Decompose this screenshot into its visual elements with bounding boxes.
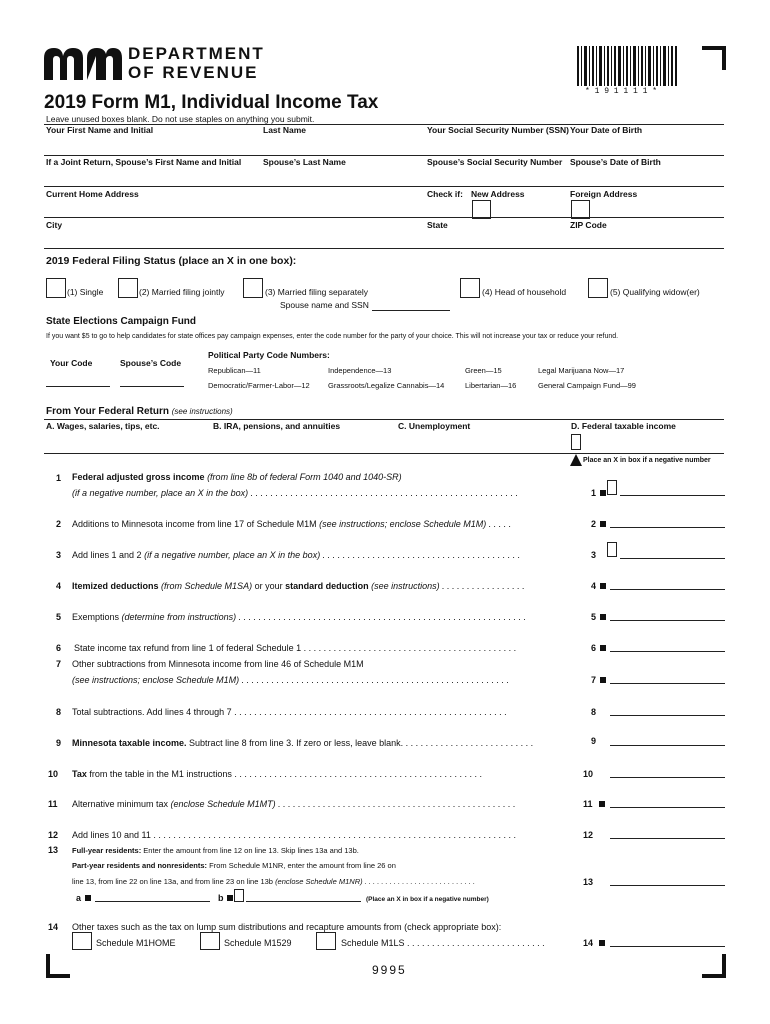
- line-11-field[interactable]: [610, 807, 725, 808]
- spouse-row-line[interactable]: [44, 186, 724, 187]
- spouse-last-name-label: Spouse’s Last Name: [263, 157, 346, 167]
- line-3-note: (if a negative number, place an X in the box) . . . . . . . . . . . . . . . . . . . . . . . . . . . . . . . . . . . . . . . .: [144, 550, 521, 560]
- line-12-field[interactable]: [610, 838, 725, 839]
- line-9-title: Minnesota taxable income.: [72, 738, 187, 748]
- line-3-negative-checkbox[interactable]: [607, 542, 617, 557]
- line-5-text: [72, 612, 577, 622]
- filing-status-heading: 2019 Federal Filing Status (place an X in one box):: [46, 255, 297, 267]
- schedule-m1529-checkbox[interactable]: [200, 932, 220, 950]
- line-2-title: Additions to Minnesota income from line 17 of Schedule M1M: [72, 519, 317, 529]
- line-6-text: State income tax refund from line 1 of federal Schedule 1 . . . . . . . . . . . . . . . . . . . . . . . . . . . . . . . . . . . . . . . . . . .: [74, 643, 517, 653]
- line-5-number: 5: [56, 612, 62, 622]
- line-13-number: 13: [48, 845, 59, 855]
- line-3-field[interactable]: [620, 558, 725, 559]
- filing-joint-checkbox[interactable]: [118, 278, 138, 298]
- campaign-fund-note: If you want $5 to go to help candidates for state offices pay campaign expenses, enter the code number for the party of your choice. This will not increase your tax or reduce your refund.: [46, 333, 619, 340]
- line-14-label: 14: [583, 938, 594, 948]
- schedule-m1ls-checkbox[interactable]: [316, 932, 336, 950]
- spouse-name-ssn-field[interactable]: [372, 310, 450, 311]
- col-c-unemployment-label: C. Unemployment: [398, 421, 471, 431]
- line-9-number: 9: [56, 738, 62, 748]
- line-11-note: (enclose Schedule M1MT) . . . . . . . . . . . . . . . . . . . . . . . . . . . . . . . . . . . . . . . . . . . . . . . .: [170, 799, 516, 809]
- your-code-label: Your Code: [50, 358, 93, 368]
- line-9-text: [72, 738, 577, 748]
- line-2-field[interactable]: [610, 527, 725, 528]
- footer-code: 9995: [372, 963, 407, 977]
- line-13-partyear-title: Part-year residents and nonresidents:: [72, 861, 208, 870]
- line-10-title: Tax: [72, 769, 87, 779]
- line-5-label: 5: [591, 612, 597, 622]
- line-10-field[interactable]: [610, 777, 725, 778]
- party-general-fund: General Campaign Fund—99: [538, 381, 636, 390]
- schedule-m1home-label: Schedule M1HOME: [96, 938, 176, 948]
- line-11-title: Alternative minimum tax: [72, 799, 169, 809]
- line-13-fullyear: [72, 846, 359, 855]
- line-8-label: 8: [591, 707, 597, 717]
- line-1-source: (from line 8b of federal Form 1040 and 1040-SR): [207, 472, 402, 482]
- line-13-field[interactable]: [610, 885, 725, 886]
- line-13-partyear-text: From Schedule M1NR, enter the amount from line 26 on: [209, 861, 396, 870]
- line-1-instruction: (if a negative number, place an X in the box) . . . . . . . . . . . . . . . . . . . . . . . . . . . . . . . . . . . . . . . . . . . . . . . . . . . . . .: [72, 488, 519, 498]
- line-13-instruction-text: line 13, from line 22 on line 13a, and from line 23 on line 13b: [72, 877, 273, 886]
- line-3-number: 3: [56, 550, 62, 560]
- line-13-label: 13: [583, 877, 594, 887]
- line-6-number: 6: [56, 643, 62, 653]
- filing-head-household-checkbox[interactable]: [460, 278, 480, 298]
- line-8-number: 8: [56, 707, 62, 717]
- line-12-label: 12: [583, 830, 594, 840]
- line-7-field[interactable]: [610, 683, 725, 684]
- spouse-code-label: Spouse’s Code: [120, 358, 182, 368]
- line-4-label: 4: [591, 581, 597, 591]
- line-1-title: Federal adjusted gross income: [72, 472, 205, 482]
- line-2-number: 2: [56, 519, 62, 529]
- schedule-m1home-checkbox[interactable]: [72, 932, 92, 950]
- mn-logo-icon: [44, 48, 122, 80]
- party-libertarian: Libertarian—16: [465, 381, 517, 390]
- line-13b-label: b: [218, 893, 224, 903]
- first-name-label: Your First Name and Initial: [46, 125, 154, 135]
- schedule-m1529-label: Schedule M1529: [224, 938, 292, 948]
- filing-separate-label: (3) Married filing separately: [265, 287, 368, 297]
- city-label: City: [46, 220, 63, 230]
- line-7-label: 7: [591, 675, 597, 685]
- spouse-code-field[interactable]: [120, 386, 184, 387]
- line-10-label: 10: [583, 769, 594, 779]
- federal-columns-line[interactable]: [44, 453, 724, 454]
- barcode-text: * 1 9 1 1 1 1 *: [585, 87, 658, 96]
- party-dfl: Democratic/Farmer-Labor—12: [208, 381, 310, 390]
- filing-joint-label: (2) Married filing jointly: [139, 287, 225, 297]
- federal-return-note: (see instructions): [171, 407, 233, 416]
- line-4-or: or your: [254, 581, 283, 591]
- barcode-image: [577, 46, 677, 86]
- campaign-fund-heading: State Elections Campaign Fund: [46, 316, 197, 327]
- line-5-title: Exemptions: [72, 612, 120, 622]
- line-13-instruction-note: (enclose Schedule M1NR) . . . . . . . . . . . . . . . . . . . . . . . . . . .: [275, 877, 476, 886]
- filing-single-label: (1) Single: [67, 287, 104, 297]
- party-codes-heading: Political Party Code Numbers:: [208, 350, 330, 360]
- line-14-text: Other taxes such as the tax on lump sum distributions and recapture amounts from (check appropriate box):: [72, 922, 502, 932]
- line-13b-field[interactable]: [246, 901, 361, 902]
- line-1-negative-checkbox[interactable]: [607, 480, 617, 495]
- state-label: State: [427, 220, 448, 230]
- department-line-2: OF REVENUE: [128, 63, 259, 82]
- line-9-label: 9: [591, 736, 597, 746]
- spouse-first-name-label: If a Joint Return, Spouse’s First Name and Initial: [46, 157, 242, 167]
- line-6-field[interactable]: [610, 651, 725, 652]
- line-3-text: [72, 550, 577, 560]
- line-10-note: from the table in the M1 instructions . . . . . . . . . . . . . . . . . . . . . . . . . . . . . . . . . . . . . . . . . . . . . . . . . .: [89, 769, 482, 779]
- party-independence: Independence—13: [328, 366, 392, 375]
- line-9-note: Subtract line 8 from line 3. If zero or less, leave blank. . . . . . . . . . . . . . . . . . . . . . . . . . .: [189, 738, 534, 748]
- line-13-fullyear-text: Enter the amount from line 12 on line 13. Skip lines 13a and 13b.: [143, 846, 359, 855]
- line-3-title: Add lines 1 and 2: [72, 550, 142, 560]
- line-9-field[interactable]: [610, 745, 725, 746]
- line-13b-negative-checkbox[interactable]: [234, 889, 244, 902]
- line-11-number: 11: [48, 799, 58, 809]
- line-13a-field[interactable]: [95, 901, 210, 902]
- line-4-standard: standard deduction: [285, 581, 369, 591]
- line-1-number: 1: [56, 473, 62, 483]
- zip-label: ZIP Code: [570, 220, 607, 230]
- line-4-source: (from Schedule M1SA): [161, 581, 253, 591]
- new-address-label: New Address: [471, 189, 525, 199]
- line-2-note: (see instructions; enclose Schedule M1M) . . . . .: [319, 519, 512, 529]
- line-13-partyear: [72, 861, 396, 870]
- col-a-wages-label: A. Wages, salaries, tips, etc.: [46, 421, 160, 431]
- filing-separate-checkbox[interactable]: [243, 278, 263, 298]
- line-6-label: 6: [591, 643, 597, 653]
- form-title: 2019 Form M1, Individual Income Tax: [44, 92, 379, 113]
- line-4-field[interactable]: [610, 589, 725, 590]
- negative-number-note: Place an X in box if a negative number: [583, 457, 711, 464]
- line-13-negative-note: (Place an X in box if a negative number): [366, 896, 489, 903]
- line-7-text: Other subtractions from Minnesota income from line 46 of Schedule M1M: [72, 659, 364, 669]
- corner-mark-top-right: [702, 46, 726, 70]
- line-11-label: 11: [583, 799, 593, 809]
- party-grassroots: Grassroots/Legalize Cannabis—14: [328, 381, 445, 390]
- line-8-field[interactable]: [610, 715, 725, 716]
- line-1-text: [72, 472, 402, 482]
- col-b-ira-label: B. IRA, pensions, and annuities: [213, 421, 341, 431]
- federal-return-heading: [46, 406, 233, 417]
- corner-mark-bottom-left: [46, 954, 70, 978]
- filing-widow-checkbox[interactable]: [588, 278, 608, 298]
- line-12-number: 12: [48, 830, 59, 840]
- line-10-text: [72, 769, 577, 779]
- line-12-text: Add lines 10 and 11 . . . . . . . . . . . . . . . . . . . . . . . . . . . . . . . . . . . . . . . . . . . . . . . . . . . . . . . . . . . . . . . . . . . . . . . . .: [72, 830, 516, 840]
- dob-label: Your Date of Birth: [570, 125, 643, 135]
- last-name-label: Last Name: [263, 125, 306, 135]
- your-code-field[interactable]: [46, 386, 110, 387]
- line-2-text: [72, 519, 577, 529]
- party-legal-marijuana: Legal Marijuana Now—17: [538, 366, 625, 375]
- line-13-instruction: [72, 877, 577, 886]
- line-14-number: 14: [48, 922, 59, 932]
- line-4-number: 4: [56, 581, 62, 591]
- corner-mark-bottom-right: [702, 954, 726, 978]
- spouse-name-ssn-label: Spouse name and SSN: [280, 300, 369, 310]
- federal-return-title: From Your Federal Return: [46, 406, 169, 417]
- line-5-note: (determine from instructions) . . . . . . . . . . . . . . . . . . . . . . . . . . . . . . . . . . . . . . . . . . . . . . . . . . . . . . . . . .: [121, 612, 527, 622]
- col-d-negative-checkbox[interactable]: [571, 434, 581, 450]
- line-5-field[interactable]: [610, 620, 725, 621]
- name-row-line[interactable]: [44, 155, 724, 156]
- foreign-address-label: Foreign Address: [570, 189, 638, 199]
- ssn-label: Your Social Security Number (SSN): [427, 125, 570, 135]
- line-1-label: 1: [591, 488, 597, 498]
- form-instructions: Leave unused boxes blank. Do not use staples on anything you submit.: [46, 114, 315, 124]
- line-13-fullyear-title: Full-year residents:: [72, 846, 142, 855]
- schedule-m1ls-label: Schedule M1LS . . . . . . . . . . . . . . . . . . . . . . . . . . . .: [341, 938, 545, 948]
- line-4-itemized: Itemized deductions: [72, 581, 159, 591]
- spouse-dob-label: Spouse’s Date of Birth: [570, 157, 661, 167]
- filing-head-household-label: (4) Head of household: [482, 287, 567, 297]
- spouse-ssn-label: Spouse’s Social Security Number: [427, 157, 563, 167]
- address-label: Current Home Address: [46, 189, 139, 199]
- line-11-text: [72, 799, 577, 809]
- filing-widow-label: (5) Qualifying widow(er): [610, 287, 700, 297]
- party-green: Green—15: [465, 366, 502, 375]
- up-triangle-icon: [570, 454, 582, 466]
- line-1-field[interactable]: [620, 495, 725, 496]
- party-republican: Republican—11: [208, 366, 261, 375]
- line-14-field[interactable]: [610, 946, 725, 947]
- line-7-number: 7: [56, 659, 62, 669]
- line-4-note: (see instructions) . . . . . . . . . . . . . . . . .: [371, 581, 525, 591]
- col-d-federal-taxable-label: D. Federal taxable income: [571, 421, 676, 431]
- line-3-label: 3: [591, 550, 597, 560]
- check-if-label: Check if:: [427, 189, 463, 199]
- department-line-1: DEPARTMENT: [128, 44, 265, 63]
- line-10-number: 10: [48, 769, 59, 779]
- filing-single-checkbox[interactable]: [46, 278, 66, 298]
- line-13a-label: a: [76, 893, 82, 903]
- line-4-text: [72, 581, 577, 591]
- line-7-note: (see instructions; enclose Schedule M1M) . . . . . . . . . . . . . . . . . . . . . . . . . . . . . . . . . . . . . . . . . . . . . . . . . . . . . .: [72, 675, 510, 685]
- line-2-label: 2: [591, 519, 597, 529]
- line-8-text: Total subtractions. Add lines 4 through 7 . . . . . . . . . . . . . . . . . . . . . . . . . . . . . . . . . . . . . . . . . . . . . . . . . . . . . . .: [72, 707, 507, 717]
